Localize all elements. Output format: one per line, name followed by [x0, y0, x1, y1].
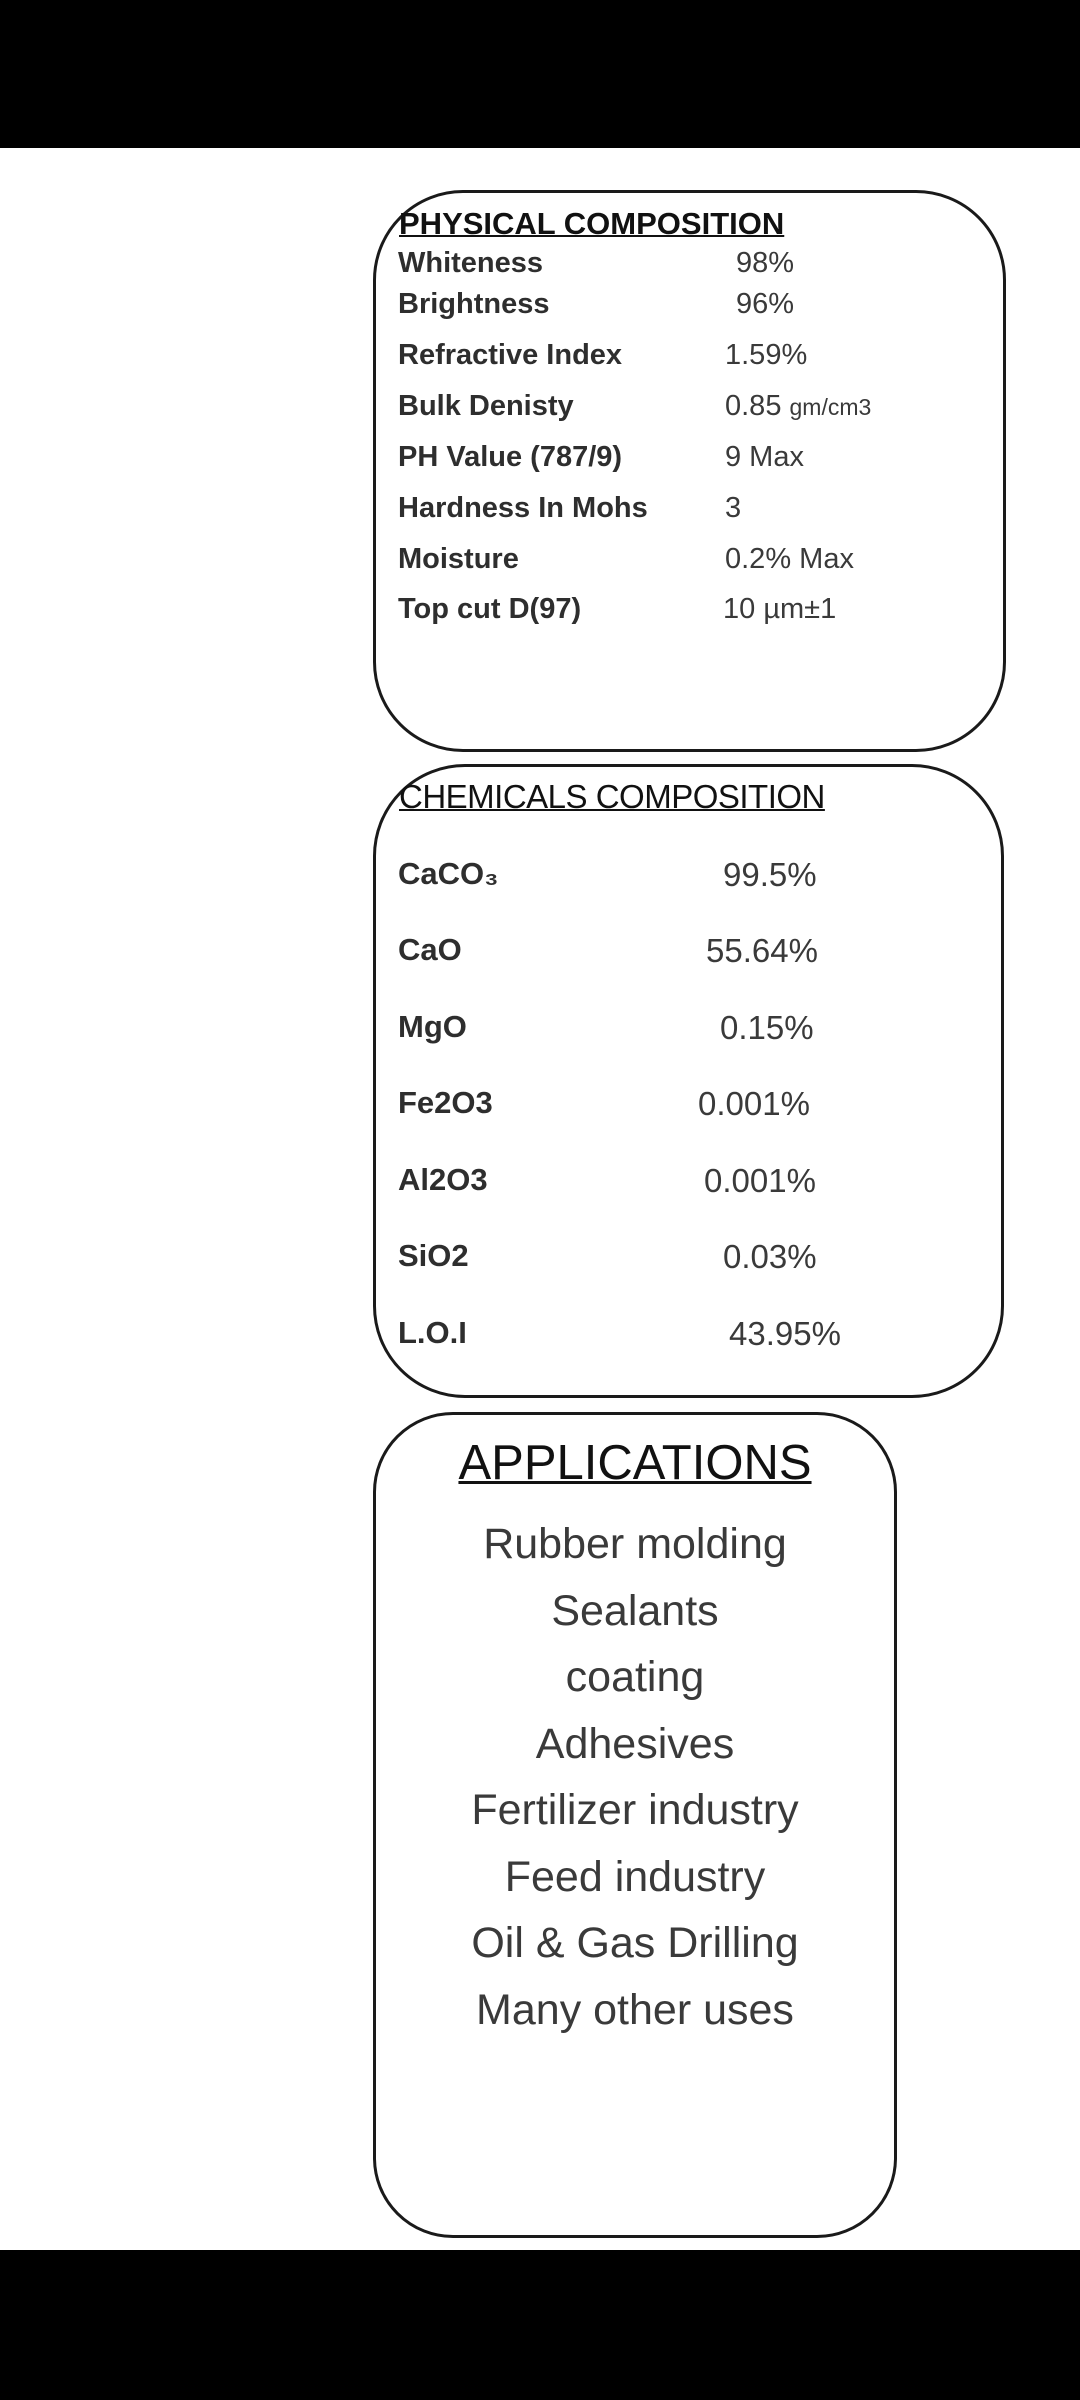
- physical-composition-title: PHYSICAL COMPOSITION: [399, 206, 785, 241]
- application-item: Rubber molding: [483, 1520, 787, 1568]
- chemical-label: Al2O3: [398, 1162, 488, 1197]
- chemical-label: MgO: [398, 1009, 467, 1044]
- physical-label: PH Value (787/9): [398, 441, 623, 473]
- application-item: Feed industry: [504, 1852, 766, 1901]
- application-item: Oil & Gas Drilling: [471, 1919, 799, 1967]
- chemical-label: SiO2: [398, 1238, 469, 1273]
- bulk-density-unit: gm/cm3: [789, 394, 872, 420]
- application-item: Sealants: [551, 1586, 719, 1635]
- physical-value: 3: [725, 492, 742, 524]
- physical-value: 1.59%: [725, 339, 808, 371]
- physical-label: Bulk Denisty: [398, 390, 574, 422]
- application-item: coating: [565, 1653, 705, 1701]
- applications-list: [376, 1511, 894, 2043]
- physical-value: 0.2% Max: [725, 543, 854, 575]
- physical-value: 9 Max: [725, 441, 804, 473]
- chemical-value: 99.5%: [723, 856, 817, 893]
- bulk-density-number: 0.85: [725, 390, 782, 422]
- chemicals-composition-card: [373, 764, 1004, 1398]
- physical-label: Whiteness: [398, 247, 544, 279]
- physical-label: Moisture: [398, 543, 519, 575]
- application-item: Adhesives: [535, 1719, 735, 1768]
- physical-label: Brightness: [398, 288, 550, 320]
- bottom-black-bar: [0, 2250, 1080, 2400]
- chemical-label: L.O.I: [398, 1315, 467, 1350]
- chemical-label: CaO: [398, 932, 462, 967]
- chemical-label: Fe2O3: [398, 1085, 493, 1120]
- physical-value: [725, 390, 871, 423]
- physical-value: 10 µm±1: [723, 593, 837, 625]
- chemical-value: 43.95%: [729, 1315, 841, 1352]
- top-black-bar: [0, 0, 1080, 148]
- physical-label: Refractive Index: [398, 339, 623, 371]
- applications-card: [373, 1412, 897, 2238]
- chemical-value: 0.03%: [723, 1238, 817, 1275]
- chemical-value: 0.15%: [720, 1009, 814, 1046]
- physical-label: Top cut D(97): [398, 593, 582, 625]
- chemical-value: 0.001%: [698, 1085, 810, 1122]
- chemical-value: 0.001%: [704, 1162, 816, 1199]
- application-item: Many other uses: [476, 1985, 794, 2034]
- chemical-value: 55.64%: [706, 932, 818, 969]
- physical-label: Hardness In Mohs: [398, 492, 648, 524]
- physical-composition-card: [373, 190, 1006, 752]
- applications-title: APPLICATIONS: [458, 1436, 812, 1490]
- application-item: Fertilizer industry: [471, 1786, 799, 1834]
- physical-value: 98%: [736, 247, 795, 279]
- physical-value: 96%: [736, 288, 795, 320]
- chemicals-composition-title: CHEMICALS COMPOSITION: [399, 778, 825, 815]
- chemical-label: CaCO₃: [398, 856, 499, 891]
